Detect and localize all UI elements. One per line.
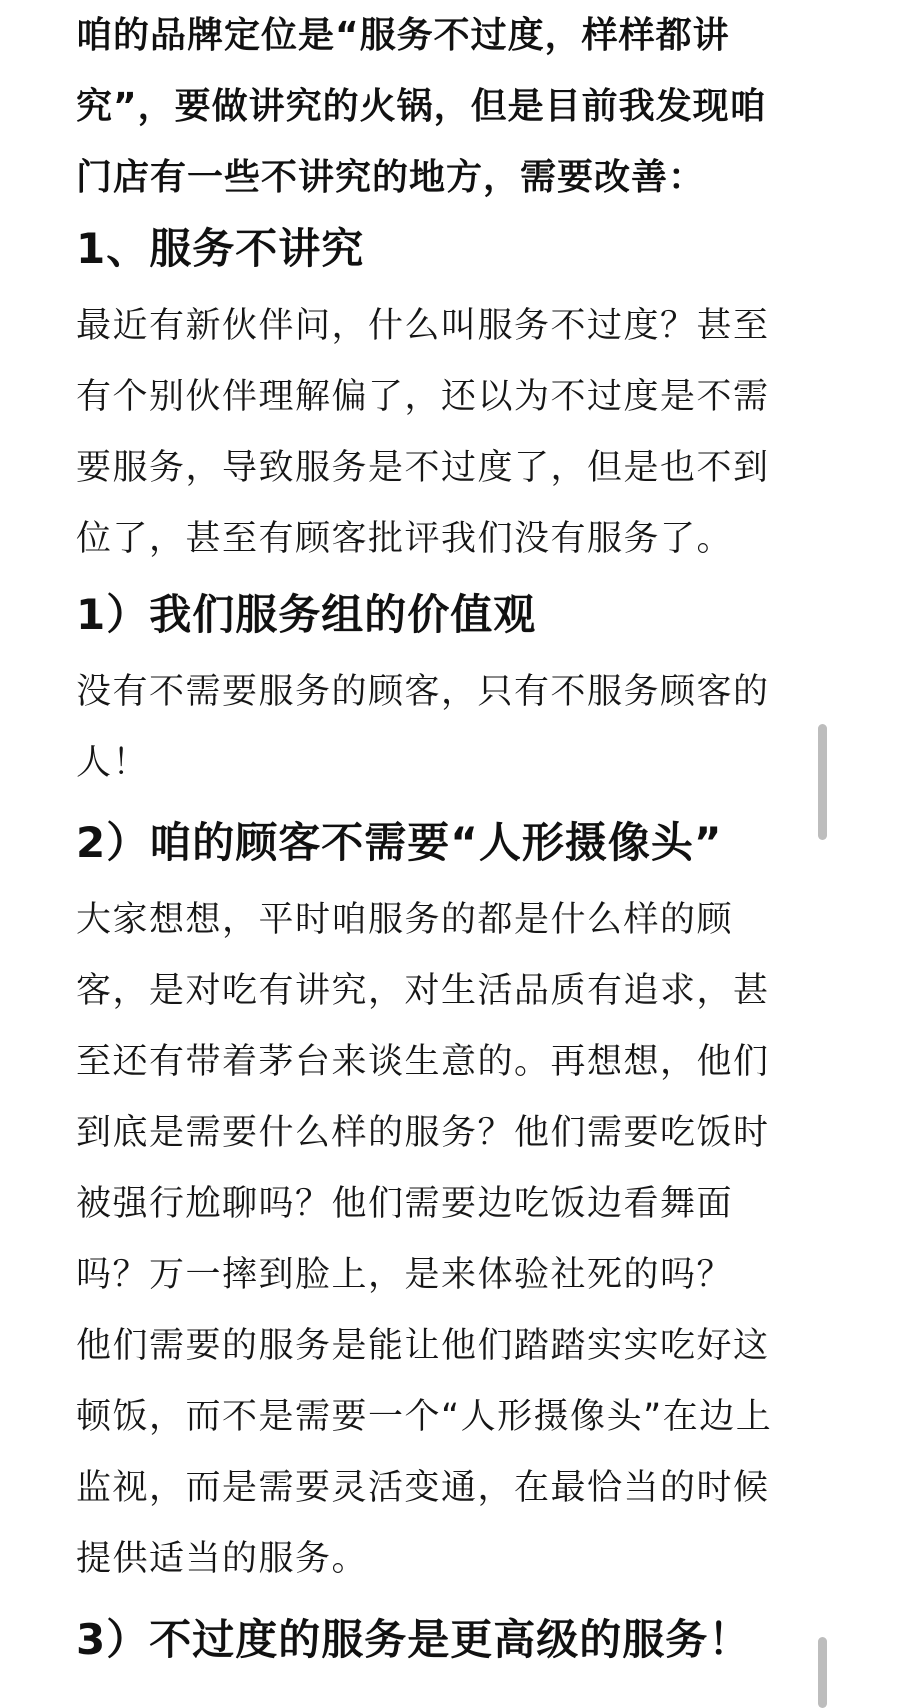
article-intro: 咱的品牌定位是“服务不过度，样样都讲究”，要做讲究的火锅，但是目前我发现咱门店有一些不讲究的地方，需要改善： bbox=[76, 15, 767, 198]
section-heading-service: 1、服务不讲究 bbox=[76, 224, 365, 273]
article-body bbox=[76, 0, 776, 1685]
section-heading-higher-service: 3）不过度的服务是更高级的服务！ bbox=[76, 1615, 752, 1664]
section-paragraph: 没有不需要服务的顾客，只有不服务顾客的人！ bbox=[76, 672, 770, 783]
section-paragraph: 最近有新伙伴问，什么叫服务不过度？甚至有个别伙伴理解偏了，还以为不过度是不需要服务，导致服务是不过度了，但是也不到位了，甚至有顾客批评我们没有服务了。 bbox=[76, 306, 770, 559]
section-paragraph: 大家想想，平时咱服务的都是什么样的顾客，是对吃有讲究，对生活品质有追求，甚至还有带着茅台来谈生意的。再想想，他们到底是需要什么样的服务？他们需要吃饭时被强行尬聊吗？他们需要边吃饭边看舞面吗？万一摔到脸上，是来体验社死的吗？ bbox=[76, 900, 770, 1295]
scrollbar-thumb[interactable] bbox=[818, 724, 827, 840]
section-paragraph: 他们需要的服务是能让他们踏踏实实吃好这顿饭，而不是需要一个“人形摄像头”在边上监视，而是需要灵活变通，在最恰当的时候提供适当的服务。 bbox=[76, 1326, 773, 1579]
scrollbar-thumb-secondary[interactable] bbox=[818, 1637, 827, 1708]
section-heading-camera: 2）咱的顾客不需要“人形摄像头” bbox=[76, 818, 723, 867]
section-heading-values: 1）我们服务组的价值观 bbox=[76, 590, 537, 639]
